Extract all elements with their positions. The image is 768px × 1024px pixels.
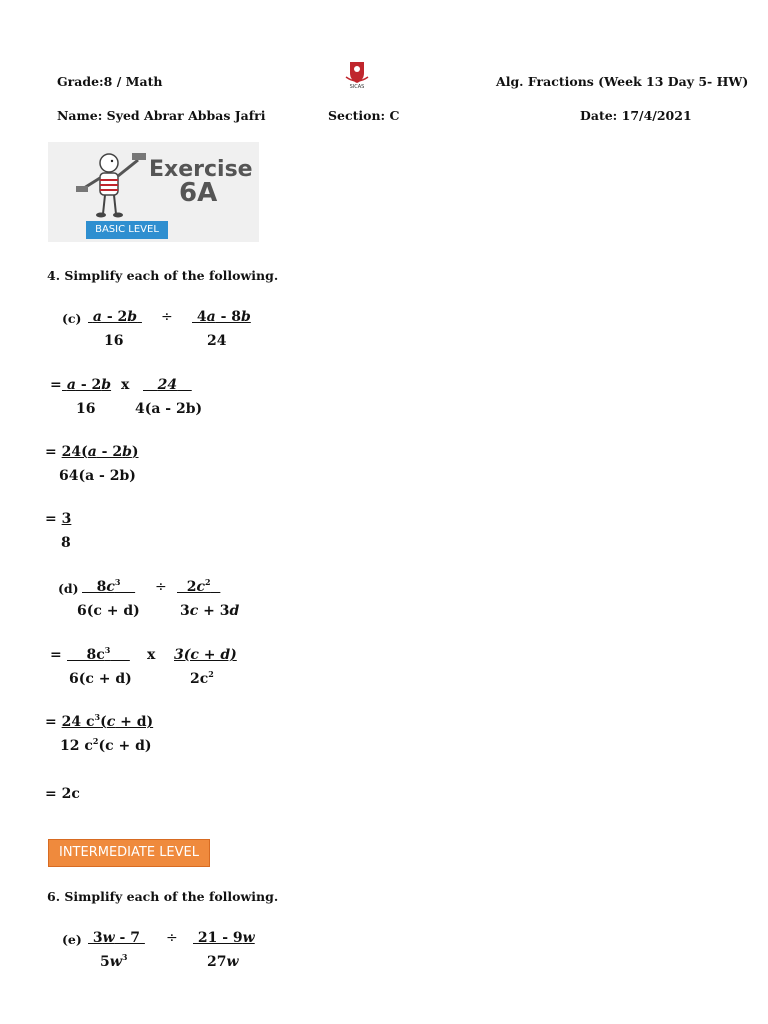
q6-heading: 6. Simplify each of the following.	[47, 889, 279, 904]
equals-sign: =	[50, 377, 62, 393]
student-name: Name: Syed Abrar Abbas Jafri	[57, 108, 266, 123]
q4c-step2-den2: 4(a - 2b)	[135, 401, 203, 417]
q4c-label: (c)	[62, 311, 82, 326]
school-logo	[342, 59, 372, 89]
exercise-number: 6A	[179, 178, 218, 208]
q4d-result: = 2c	[45, 786, 80, 802]
q4d-step3-num: = 24 $c^3(c + d)$	[45, 712, 154, 730]
q4d-den2: 3c + 3d	[180, 603, 240, 619]
intermediate-level-badge	[48, 839, 210, 867]
q4c-result-num: = 3	[45, 511, 72, 527]
date-label: Date: 17/4/2021	[580, 108, 692, 123]
cartoon-figure-icon	[72, 148, 152, 222]
q4-heading: 4. Simplify each of the following.	[47, 268, 279, 283]
q4c-step2-den1: 16	[76, 401, 96, 417]
exercise-title: Exercise	[149, 157, 253, 182]
q6e-den1: $5w^3$	[100, 952, 128, 970]
q4c-step3-num: = 24(a - 2b)	[45, 444, 139, 460]
q4c-step2-num2: 24	[157, 377, 178, 393]
q4d-step2-den2: $2c^2$	[190, 669, 214, 687]
intermediate-level-label: INTERMEDIATE LEVEL	[59, 845, 199, 860]
divide-sign: ÷	[161, 309, 173, 325]
q4d-step2-num1: $8c^3$	[67, 645, 111, 663]
q4c-step2-num1: a - 2b	[66, 377, 112, 393]
q4d-label: (d)	[58, 581, 79, 596]
q4c-num2: 4a - 8b	[192, 309, 251, 325]
grade-label: Grade:8 / Math	[57, 74, 163, 89]
q6e-den2: 27w	[207, 954, 239, 970]
exercise-banner	[48, 142, 259, 242]
divide-sign-3: ÷	[166, 930, 178, 946]
q4d-step2-num2: 3(c + d)	[174, 647, 237, 663]
logo-text: SICAS	[349, 84, 365, 89]
q4d-num1: $8c^3$	[82, 577, 121, 595]
section-label: Section: C	[328, 108, 400, 123]
q4c-den2: 24	[207, 333, 227, 349]
q4c-step3-den: 64(a - 2b)	[59, 468, 136, 484]
q6e-num1: 3w - 7	[88, 930, 145, 946]
q4d-num2: $2c^2$	[177, 577, 211, 595]
topic-label: Alg. Fractions (Week 13 Day 5- HW)	[496, 74, 749, 89]
q6e-num2: 21 - 9w	[193, 930, 255, 946]
q4d-step2-den1: 6(c + d)	[69, 671, 132, 687]
equals-sign-2: =	[50, 647, 62, 663]
q4d-den1: 6(c + d)	[77, 603, 140, 619]
q4d-step3-den: 12 $c^2(c + d)$	[60, 736, 152, 754]
q6e-label: (e)	[62, 932, 82, 947]
q4c-den1: 16	[104, 333, 124, 349]
basic-level-badge: BASIC LEVEL	[86, 221, 168, 239]
divide-sign-2: ÷	[155, 579, 167, 595]
q4c-num1: a - 2b	[92, 309, 138, 325]
times-sign-2: x	[147, 647, 156, 663]
q4c-result-den: 8	[61, 535, 71, 551]
times-sign: x	[121, 377, 130, 393]
